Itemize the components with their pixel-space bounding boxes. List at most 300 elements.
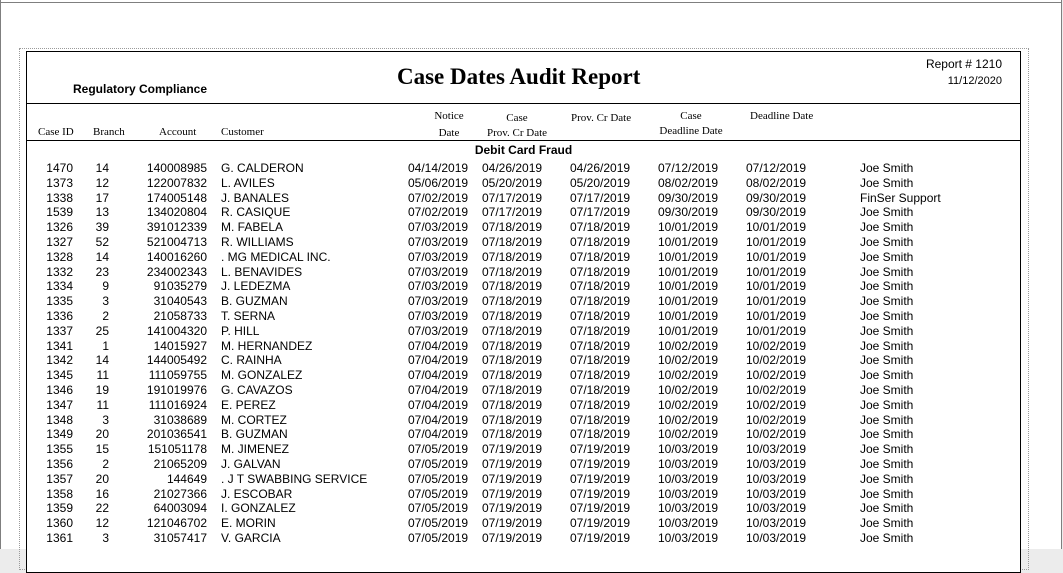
- case-id-cell: 1338: [46, 190, 73, 205]
- table-row: [27, 279, 1020, 294]
- case-deadline-date-cell: 10/02/2019: [658, 338, 719, 353]
- col-header-prov-cr-date: Prov. Cr Date: [571, 112, 632, 124]
- case-deadline-date-cell: 10/01/2019: [658, 264, 719, 279]
- branch-cell: 2: [102, 308, 109, 323]
- customer-cell: B. GUZMAN: [221, 427, 288, 442]
- account-cell: 144005492: [146, 353, 207, 368]
- deadline-date-cell: 10/01/2019: [746, 249, 807, 264]
- case-id-cell: 1342: [46, 353, 73, 368]
- prov-cr-date-cell: 07/18/2019: [570, 412, 631, 427]
- notice-date-cell: 05/06/2019: [408, 175, 469, 190]
- col-header-case-deadline-line2: Deadline Date: [659, 125, 723, 137]
- customer-cell: L. AVILES: [221, 175, 275, 190]
- assigned-user-cell: Joe Smith: [860, 294, 914, 309]
- customer-cell: J. BANALES: [221, 190, 290, 205]
- case-deadline-date-cell: 10/02/2019: [658, 382, 719, 397]
- customer-cell: G. CALDERON: [221, 161, 304, 175]
- case-prov-cr-date-cell: 07/18/2019: [482, 427, 543, 442]
- branch-cell: 14: [95, 161, 109, 175]
- notice-date-cell: 07/04/2019: [408, 353, 469, 368]
- case-id-cell: 1356: [46, 456, 73, 471]
- case-id-cell: 1334: [46, 279, 73, 294]
- assigned-user-cell: Joe Smith: [860, 382, 914, 397]
- deadline-date-cell: 10/03/2019: [746, 471, 807, 486]
- report-page: [26, 51, 1021, 573]
- report-rows: [27, 161, 1020, 546]
- case-deadline-date-cell: 10/03/2019: [658, 442, 719, 457]
- branch-cell: 52: [95, 234, 109, 249]
- col-header-customer: Customer: [221, 126, 264, 138]
- table-row: [27, 324, 1020, 339]
- assigned-user-cell: Joe Smith: [860, 323, 914, 338]
- prov-cr-date-cell: 07/17/2019: [570, 190, 631, 205]
- prov-cr-date-cell: 05/20/2019: [570, 175, 631, 190]
- customer-cell: B. GUZMAN: [221, 294, 288, 309]
- branch-cell: 3: [102, 294, 109, 309]
- table-row: [27, 427, 1020, 442]
- account-cell: 140016260: [146, 249, 207, 264]
- customer-cell: M. HERNANDEZ: [221, 338, 313, 353]
- prov-cr-date-cell: 07/18/2019: [570, 338, 631, 353]
- case-prov-cr-date-cell: 07/19/2019: [482, 471, 543, 486]
- deadline-date-cell: 10/03/2019: [746, 486, 807, 501]
- case-prov-cr-date-cell: 07/19/2019: [482, 486, 543, 501]
- branch-cell: 12: [95, 516, 109, 531]
- assigned-user-cell: Joe Smith: [860, 442, 914, 457]
- assigned-user-cell: Joe Smith: [860, 338, 914, 353]
- notice-date-cell: 07/04/2019: [408, 382, 469, 397]
- notice-date-cell: 07/04/2019: [408, 368, 469, 383]
- prov-cr-date-cell: 07/19/2019: [570, 486, 631, 501]
- customer-cell: R. WILLIAMS: [221, 234, 294, 249]
- notice-date-cell: 07/03/2019: [408, 294, 469, 309]
- account-cell: 391012339: [146, 220, 207, 235]
- case-deadline-date-cell: 10/03/2019: [658, 486, 719, 501]
- col-header-notice-line2: Date: [438, 127, 460, 139]
- deadline-date-cell: 10/02/2019: [746, 368, 807, 383]
- deadline-date-cell: 10/03/2019: [746, 442, 807, 457]
- deadline-date-cell: 09/30/2019: [746, 190, 807, 205]
- case-prov-cr-date-cell: 07/18/2019: [482, 353, 543, 368]
- notice-date-cell: 04/14/2019: [408, 161, 469, 175]
- notice-date-cell: 07/03/2019: [408, 279, 469, 294]
- table-row: [27, 265, 1020, 280]
- customer-cell: E. PEREZ: [221, 397, 276, 412]
- table-row: [27, 368, 1020, 383]
- prov-cr-date-cell: 07/18/2019: [570, 249, 631, 264]
- case-prov-cr-date-cell: 05/20/2019: [482, 175, 543, 190]
- case-id-cell: 1357: [46, 471, 73, 486]
- case-deadline-date-cell: 09/30/2019: [658, 205, 719, 220]
- deadline-date-cell: 10/02/2019: [746, 353, 807, 368]
- account-cell: 174005148: [146, 190, 207, 205]
- prov-cr-date-cell: 07/19/2019: [570, 456, 631, 471]
- prov-cr-date-cell: 07/18/2019: [570, 397, 631, 412]
- account-cell: 21027366: [153, 486, 207, 501]
- case-prov-cr-date-cell: 07/19/2019: [482, 530, 543, 545]
- deadline-date-cell: 10/02/2019: [746, 412, 807, 427]
- col-header-case-deadline-line1: Case: [680, 110, 702, 122]
- col-header-case-prov-line1: Case: [506, 112, 528, 124]
- branch-cell: 25: [95, 323, 109, 338]
- notice-date-cell: 07/05/2019: [408, 530, 469, 545]
- case-id-cell: 1336: [46, 308, 73, 323]
- case-prov-cr-date-cell: 07/18/2019: [482, 397, 543, 412]
- customer-cell: T. SERNA: [221, 308, 276, 323]
- account-cell: 91035279: [153, 279, 207, 294]
- branch-cell: 2: [102, 456, 109, 471]
- case-prov-cr-date-cell: 07/18/2019: [482, 323, 543, 338]
- deadline-date-cell: 10/02/2019: [746, 397, 807, 412]
- case-id-cell: 1360: [46, 516, 73, 531]
- table-row: [27, 472, 1020, 487]
- customer-cell: L. BENAVIDES: [221, 264, 303, 279]
- deadline-date-cell: 10/02/2019: [746, 427, 807, 442]
- col-header-notice-line1: Notice: [434, 110, 464, 122]
- col-header-branch: Branch: [93, 126, 125, 138]
- header-bottom-rule: [27, 140, 1020, 141]
- assigned-user-cell: Joe Smith: [860, 471, 914, 486]
- branch-cell: 16: [95, 486, 109, 501]
- case-deadline-date-cell: 10/02/2019: [658, 412, 719, 427]
- notice-date-cell: 07/04/2019: [408, 338, 469, 353]
- account-cell: 234002343: [146, 264, 207, 279]
- case-prov-cr-date-cell: 07/18/2019: [482, 249, 543, 264]
- deadline-date-cell: 08/02/2019: [746, 175, 807, 190]
- case-prov-cr-date-cell: 07/18/2019: [482, 220, 543, 235]
- case-prov-cr-date-cell: 07/18/2019: [482, 234, 543, 249]
- account-cell: 144649: [166, 471, 207, 486]
- assigned-user-cell: Joe Smith: [860, 175, 914, 190]
- notice-date-cell: 07/03/2019: [408, 308, 469, 323]
- table-row: [27, 353, 1020, 368]
- col-header-case-prov-line2: Prov. Cr Date: [486, 127, 548, 139]
- branch-cell: 3: [102, 412, 109, 427]
- deadline-date-cell: 10/01/2019: [746, 308, 807, 323]
- table-row: [27, 516, 1020, 531]
- assigned-user-cell: Joe Smith: [860, 161, 914, 175]
- prov-cr-date-cell: 07/17/2019: [570, 205, 631, 220]
- notice-date-cell: 07/03/2019: [408, 220, 469, 235]
- assigned-user-cell: Joe Smith: [860, 249, 914, 264]
- branch-cell: 15: [95, 442, 109, 457]
- deadline-date-cell: 10/01/2019: [746, 323, 807, 338]
- notice-date-cell: 07/05/2019: [408, 486, 469, 501]
- case-id-cell: 1341: [46, 338, 73, 353]
- deadline-date-cell: 10/01/2019: [746, 279, 807, 294]
- viewer-top-border: [1, 2, 1061, 3]
- assigned-user-cell: Joe Smith: [860, 205, 914, 220]
- table-row: [27, 220, 1020, 235]
- prov-cr-date-cell: 07/19/2019: [570, 442, 631, 457]
- table-row: [27, 457, 1020, 472]
- col-header-account: Account: [159, 126, 197, 138]
- branch-cell: 20: [95, 427, 109, 442]
- deadline-date-cell: 10/01/2019: [746, 294, 807, 309]
- assigned-user-cell: Joe Smith: [860, 486, 914, 501]
- assigned-user-cell: Joe Smith: [860, 308, 914, 323]
- case-prov-cr-date-cell: 07/18/2019: [482, 338, 543, 353]
- assigned-user-cell: Joe Smith: [860, 530, 914, 545]
- case-id-cell: 1358: [46, 486, 73, 501]
- prov-cr-date-cell: 07/19/2019: [570, 530, 631, 545]
- prov-cr-date-cell: 07/19/2019: [570, 471, 631, 486]
- prov-cr-date-cell: 04/26/2019: [570, 161, 631, 175]
- customer-cell: R. CASIQUE: [221, 205, 291, 220]
- case-prov-cr-date-cell: 07/18/2019: [482, 279, 543, 294]
- notice-date-cell: 07/05/2019: [408, 471, 469, 486]
- table-row: [27, 339, 1020, 354]
- account-cell: 111016924: [148, 397, 207, 412]
- notice-date-cell: 07/04/2019: [408, 427, 469, 442]
- branch-cell: 11: [96, 368, 109, 383]
- branch-cell: 19: [95, 382, 109, 397]
- assigned-user-cell: Joe Smith: [860, 264, 914, 279]
- account-cell: 122007832: [146, 175, 207, 190]
- prov-cr-date-cell: 07/18/2019: [570, 264, 631, 279]
- customer-cell: . J T SWABBING SERVICE: [221, 471, 368, 486]
- deadline-date-cell: 10/02/2019: [746, 382, 807, 397]
- case-prov-cr-date-cell: 07/18/2019: [482, 368, 543, 383]
- account-cell: 201036541: [146, 427, 207, 442]
- prov-cr-date-cell: 07/18/2019: [570, 323, 631, 338]
- customer-cell: M. GONZALEZ: [221, 368, 303, 383]
- notice-date-cell: 07/03/2019: [408, 264, 469, 279]
- deadline-date-cell: 10/03/2019: [746, 530, 807, 545]
- customer-cell: I. GONZALEZ: [221, 501, 296, 516]
- case-deadline-date-cell: 10/01/2019: [658, 249, 719, 264]
- case-prov-cr-date-cell: 04/26/2019: [482, 161, 543, 175]
- table-row: [27, 191, 1020, 206]
- case-prov-cr-date-cell: 07/18/2019: [482, 264, 543, 279]
- table-row: [27, 442, 1020, 457]
- customer-cell: . MG MEDICAL INC.: [221, 249, 331, 264]
- branch-cell: 1: [102, 338, 109, 353]
- customer-cell: J. ESCOBAR: [221, 486, 293, 501]
- report-number: Report # 1210: [925, 57, 1002, 71]
- account-cell: 140008985: [146, 161, 207, 175]
- account-cell: 21065209: [153, 456, 207, 471]
- assigned-user-cell: Joe Smith: [860, 456, 914, 471]
- account-cell: 191019976: [146, 382, 207, 397]
- branch-cell: 17: [95, 190, 109, 205]
- prov-cr-date-cell: 07/18/2019: [570, 220, 631, 235]
- case-prov-cr-date-cell: 07/18/2019: [482, 294, 543, 309]
- notice-date-cell: 07/05/2019: [408, 501, 469, 516]
- case-deadline-date-cell: 10/01/2019: [658, 323, 719, 338]
- account-cell: 21058733: [153, 308, 207, 323]
- prov-cr-date-cell: 07/19/2019: [570, 501, 631, 516]
- case-deadline-date-cell: 10/02/2019: [658, 427, 719, 442]
- customer-cell: J. LEDEZMA: [221, 279, 291, 294]
- customer-cell: C. RAINHA: [221, 353, 282, 368]
- report-date: 11/12/2020: [947, 75, 1002, 87]
- case-prov-cr-date-cell: 07/19/2019: [482, 442, 543, 457]
- case-id-cell: 1335: [46, 294, 73, 309]
- case-id-cell: 1332: [46, 264, 73, 279]
- col-header-deadline-date: Deadline Date: [750, 110, 814, 122]
- account-cell: 14015927: [153, 338, 207, 353]
- report-title: Case Dates Audit Report: [397, 64, 641, 89]
- notice-date-cell: 07/05/2019: [408, 456, 469, 471]
- table-row: [27, 383, 1020, 398]
- assigned-user-cell: Joe Smith: [860, 279, 914, 294]
- deadline-date-cell: 10/01/2019: [746, 234, 807, 249]
- prov-cr-date-cell: 07/18/2019: [570, 353, 631, 368]
- table-row: [27, 531, 1020, 546]
- case-prov-cr-date-cell: 07/18/2019: [482, 308, 543, 323]
- account-cell: 151051178: [147, 442, 207, 457]
- account-cell: 64003094: [153, 501, 207, 516]
- col-header-case-id: Case ID: [38, 126, 74, 138]
- branch-cell: 11: [96, 397, 109, 412]
- case-id-cell: 1348: [46, 412, 73, 427]
- account-cell: 521004713: [146, 234, 207, 249]
- customer-cell: V. GARCIA: [221, 530, 281, 545]
- case-deadline-date-cell: 08/02/2019: [658, 175, 719, 190]
- assigned-user-cell: Joe Smith: [860, 368, 914, 383]
- deadline-date-cell: 09/30/2019: [746, 205, 807, 220]
- case-prov-cr-date-cell: 07/17/2019: [482, 190, 543, 205]
- deadline-date-cell: 10/01/2019: [746, 220, 807, 235]
- customer-cell: M. FABELA: [221, 220, 284, 235]
- case-deadline-date-cell: 10/01/2019: [658, 220, 719, 235]
- department-label: Regulatory Compliance: [73, 82, 208, 96]
- prov-cr-date-cell: 07/18/2019: [570, 382, 631, 397]
- case-prov-cr-date-cell: 07/18/2019: [482, 382, 543, 397]
- notice-date-cell: 07/03/2019: [408, 234, 469, 249]
- table-row: [27, 487, 1020, 502]
- customer-cell: P. HILL: [221, 323, 260, 338]
- case-id-cell: 1346: [46, 382, 73, 397]
- case-prov-cr-date-cell: 07/17/2019: [482, 205, 543, 220]
- case-id-cell: 1345: [46, 368, 73, 383]
- case-id-cell: 1470: [46, 161, 73, 175]
- case-id-cell: 1349: [46, 427, 73, 442]
- case-deadline-date-cell: 07/12/2019: [658, 161, 719, 175]
- deadline-date-cell: 10/03/2019: [746, 456, 807, 471]
- case-id-cell: 1359: [46, 501, 73, 516]
- table-row: [27, 309, 1020, 324]
- notice-date-cell: 07/04/2019: [408, 397, 469, 412]
- assigned-user-cell: FinSer Support: [860, 190, 941, 205]
- case-id-cell: 1337: [46, 323, 73, 338]
- case-prov-cr-date-cell: 07/19/2019: [482, 516, 543, 531]
- case-id-cell: 1326: [46, 220, 73, 235]
- account-cell: 111059755: [148, 368, 207, 383]
- case-deadline-date-cell: 09/30/2019: [658, 190, 719, 205]
- customer-cell: E. MORIN: [221, 516, 276, 531]
- account-cell: 31040543: [153, 294, 207, 309]
- notice-date-cell: 07/04/2019: [408, 412, 469, 427]
- branch-cell: 9: [102, 279, 109, 294]
- table-row: [27, 413, 1020, 428]
- branch-cell: 39: [95, 220, 109, 235]
- notice-date-cell: 07/05/2019: [408, 442, 469, 457]
- notice-date-cell: 07/03/2019: [408, 323, 469, 338]
- notice-date-cell: 07/03/2019: [408, 249, 469, 264]
- case-deadline-date-cell: 10/02/2019: [658, 368, 719, 383]
- account-cell: 121046702: [146, 516, 207, 531]
- case-id-cell: 1355: [46, 442, 73, 457]
- table-row: [27, 176, 1020, 191]
- assigned-user-cell: Joe Smith: [860, 501, 914, 516]
- branch-cell: 13: [95, 205, 109, 220]
- case-prov-cr-date-cell: 07/19/2019: [482, 456, 543, 471]
- case-prov-cr-date-cell: 07/19/2019: [482, 501, 543, 516]
- notice-date-cell: 07/02/2019: [408, 205, 469, 220]
- case-id-cell: 1327: [46, 234, 73, 249]
- case-deadline-date-cell: 10/02/2019: [658, 397, 719, 412]
- branch-cell: 20: [95, 471, 109, 486]
- case-id-cell: 1539: [46, 205, 73, 220]
- case-id-cell: 1373: [46, 175, 73, 190]
- case-deadline-date-cell: 10/03/2019: [658, 530, 719, 545]
- header-top-rule: [27, 103, 1020, 104]
- table-row: [27, 235, 1020, 250]
- case-deadline-date-cell: 10/03/2019: [658, 501, 719, 516]
- assigned-user-cell: Joe Smith: [860, 516, 914, 531]
- prov-cr-date-cell: 07/19/2019: [570, 516, 631, 531]
- assigned-user-cell: Joe Smith: [860, 220, 914, 235]
- prov-cr-date-cell: 07/18/2019: [570, 294, 631, 309]
- account-cell: 141004320: [146, 323, 207, 338]
- account-cell: 31057417: [153, 530, 207, 545]
- prov-cr-date-cell: 07/18/2019: [570, 308, 631, 323]
- prov-cr-date-cell: 07/18/2019: [570, 368, 631, 383]
- case-deadline-date-cell: 10/01/2019: [658, 234, 719, 249]
- table-row: [27, 205, 1020, 220]
- table-row: [27, 161, 1020, 176]
- case-id-cell: 1328: [46, 249, 73, 264]
- assigned-user-cell: Joe Smith: [860, 353, 914, 368]
- case-deadline-date-cell: 10/03/2019: [658, 471, 719, 486]
- deadline-date-cell: 07/12/2019: [746, 161, 807, 175]
- customer-cell: J. GALVAN: [221, 456, 281, 471]
- case-prov-cr-date-cell: 07/18/2019: [482, 412, 543, 427]
- table-row: [27, 398, 1020, 413]
- assigned-user-cell: Joe Smith: [860, 412, 914, 427]
- case-deadline-date-cell: 10/02/2019: [658, 353, 719, 368]
- case-id-cell: 1347: [46, 397, 73, 412]
- account-cell: 134020804: [146, 205, 207, 220]
- customer-cell: M. JIMENEZ: [221, 442, 289, 457]
- assigned-user-cell: Joe Smith: [860, 234, 914, 249]
- branch-cell: 22: [95, 501, 109, 516]
- case-deadline-date-cell: 10/01/2019: [658, 308, 719, 323]
- branch-cell: 23: [95, 264, 109, 279]
- prov-cr-date-cell: 07/18/2019: [570, 234, 631, 249]
- deadline-date-cell: 10/03/2019: [746, 516, 807, 531]
- assigned-user-cell: Joe Smith: [860, 397, 914, 412]
- table-row: [27, 294, 1020, 309]
- notice-date-cell: 07/02/2019: [408, 190, 469, 205]
- case-deadline-date-cell: 10/01/2019: [658, 279, 719, 294]
- prov-cr-date-cell: 07/18/2019: [570, 279, 631, 294]
- deadline-date-cell: 10/01/2019: [746, 264, 807, 279]
- deadline-date-cell: 10/03/2019: [746, 501, 807, 516]
- prov-cr-date-cell: 07/18/2019: [570, 427, 631, 442]
- case-deadline-date-cell: 10/03/2019: [658, 516, 719, 531]
- case-id-cell: 1361: [46, 530, 73, 545]
- branch-cell: 12: [95, 175, 109, 190]
- branch-cell: 14: [95, 353, 109, 368]
- customer-cell: M. CORTEZ: [221, 412, 287, 427]
- account-cell: 31038689: [153, 412, 207, 427]
- case-deadline-date-cell: 10/01/2019: [658, 294, 719, 309]
- table-row: [27, 501, 1020, 516]
- customer-cell: G. CAVAZOS: [221, 382, 293, 397]
